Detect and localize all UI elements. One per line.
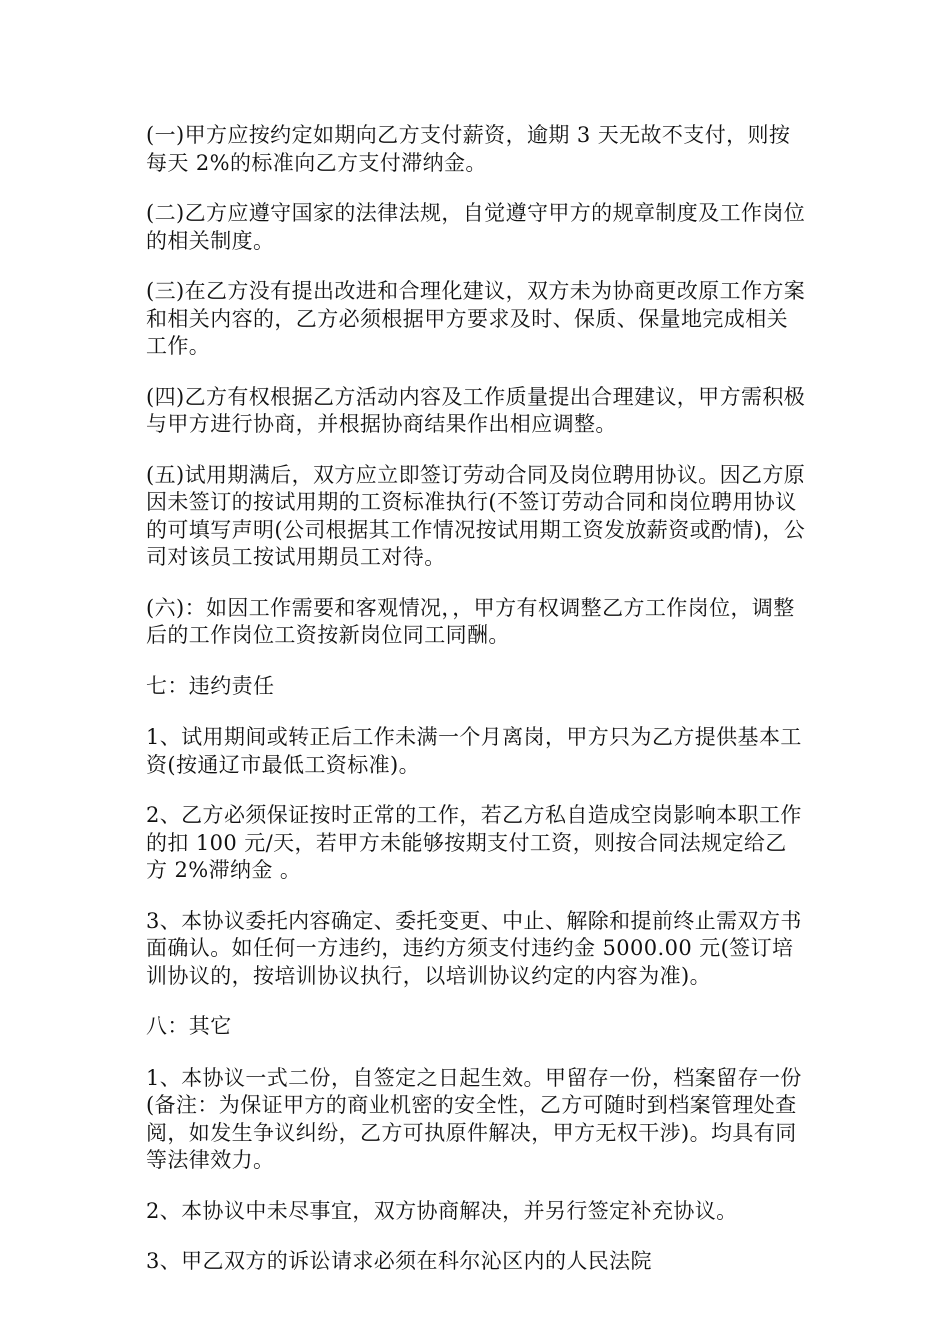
section-heading-other: 八：其它 (146, 1014, 232, 1038)
liability-item-1: 1、试用期间或转正后工作未满一个月离岗，甲方只为乙方提供基本工资(按通辽市最低工资标准)。 (146, 725, 802, 777)
other-item-3: 3、甲乙双方的诉讼请求必须在科尔沁区内的人民法院 (146, 1249, 652, 1273)
clause-2-compliance: (二)乙方应遵守国家的法律法规，自觉遵守甲方的规章制度及工作岗位的相关制度。 (146, 201, 806, 253)
liability-item-2: 2、乙方必须保证按时正常的工作，若乙方私自造成空岗影响本职工作的扣 100 元/天，若甲方未能够按期支付工资，则按合同法规定给乙方 2%滞纳金 。 (146, 803, 802, 882)
clause-6-position-adjustment: (六)：如因工作需要和客观情况，，甲方有权调整乙方工作岗位，调整后的工作岗位工资按新岗位同工同酬。 (146, 595, 795, 647)
clause-4-suggestions: (四)乙方有权根据乙方活动内容及工作质量提出合理建议，甲方需积极与甲方进行协商，并根据协商结果作出相应调整。 (146, 384, 806, 436)
clause-3-work-completion: (三)在乙方没有提出改进和合理化建议，双方未为协商更改原工作方案和相关内容的，乙方必须根据甲方要求及时、保质、保量地完成相关工作。 (146, 279, 806, 358)
clause-1-payment: (一)甲方应按约定如期向乙方支付薪资，逾期 3 天无故不支付，则按每天 2%的标准向乙方支付滞纳金。 (146, 123, 791, 175)
other-item-2: 2、本协议中未尽事宜，双方协商解决，并另行签定补充协议。 (146, 1198, 738, 1223)
clause-5-probation: (五)试用期满后，双方应立即签订劳动合同及岗位聘用协议。因乙方原因未签订的按试用期的工资标准执行(不签订劳动合同和岗位聘用协议的可填写声明(公司根据其工作情况按试用期工资发放薪资或酌情)，公司对该员工按试用期员工对待。 (146, 462, 806, 569)
liability-item-3: 3、本协议委托内容确定、委托变更、中止、解除和提前终止需双方书面确认。如任何一方违约，违约方须支付违约金 5000.00 元(签订培训协议的，按培训协议执行，以培训协议约定的内容为准)。 (146, 908, 802, 988)
section-heading-liability: 七：违约责任 (146, 673, 275, 698)
document-body (146, 122, 808, 1299)
other-item-1: 1、本协议一式二份，自签定之日起生效。甲留存一份，档案留存一份(备注：为保证甲方的商业机密的安全性，乙方可随时到档案管理处查阅，如发生争议纠纷，乙方可执原件解决，甲方无权干涉)。均具有同等法律效力。 (146, 1065, 802, 1172)
